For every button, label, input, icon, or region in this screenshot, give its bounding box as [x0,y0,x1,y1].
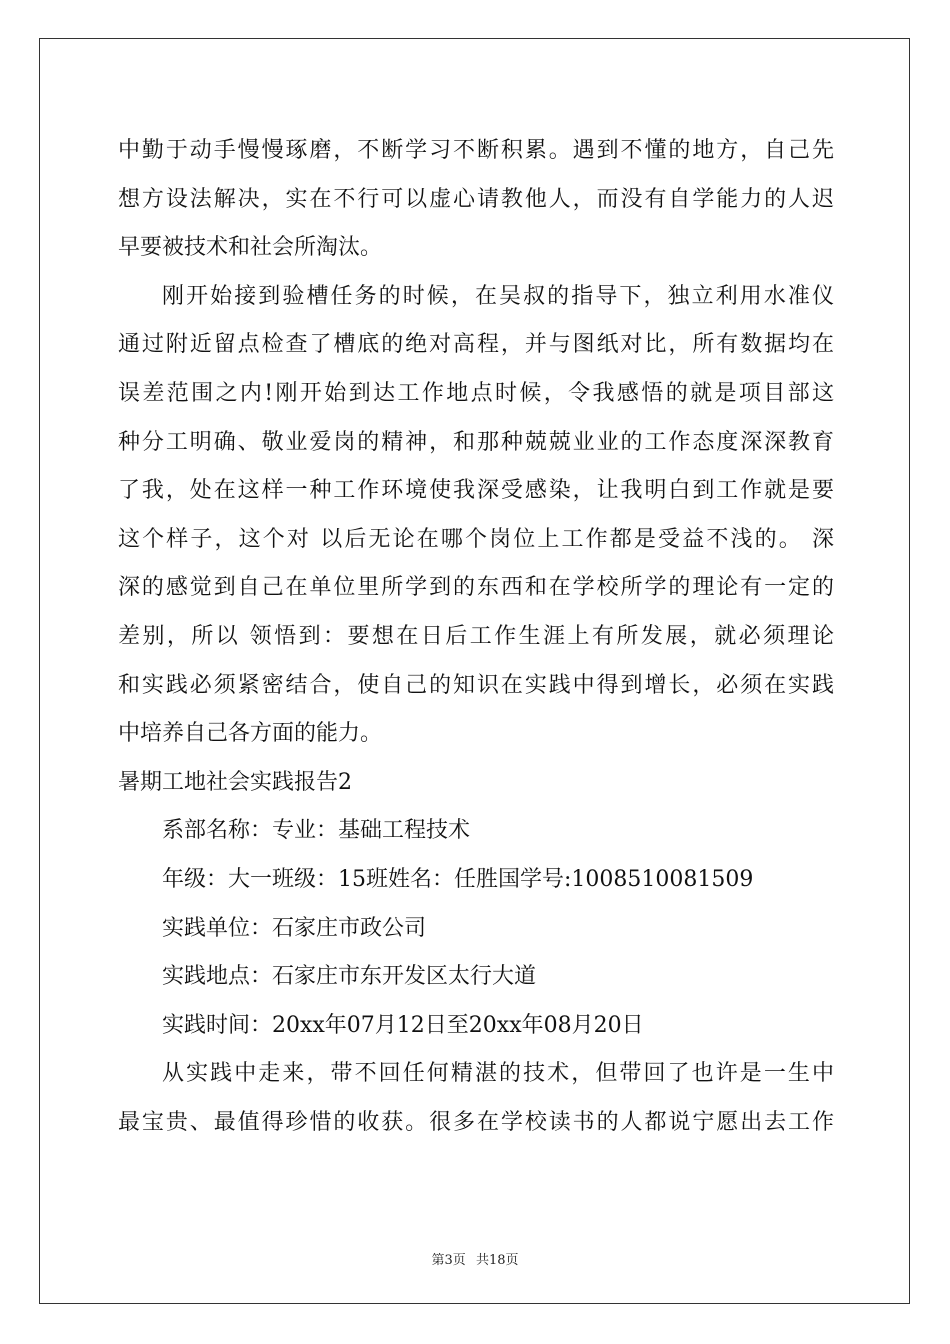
page-number: 第3页 [431,1253,466,1268]
text-line: 想方设法解决，实在不行可以虚心请教他人，而没有自学能力的人迟 [118,186,834,212]
text-line: 误差范围之内!刚开始到达工作地点时候，令我感悟的就是项目部这 [118,380,834,406]
section-heading: 暑期工地社会实践报告2 [118,769,352,795]
text-line: 差别，所以 领悟到：要想在日后工作生涯上有所发展，就必须理论 [118,623,834,649]
text-line: 了我，处在这样一种工作环境使我深受感染，让我明白到工作就是要 [118,478,834,504]
text-line: 这个样子，这个对 以后无论在哪个岗位上工作都是受益不浅的。 深 [118,526,834,552]
page-total: 共18页 [475,1253,519,1268]
text-line: 早要被技术和社会所淘汰。 [118,235,383,261]
text-line: 通过附近留点检查了槽底的绝对高程，并与图纸对比，所有数据均在 [118,332,834,358]
page-footer [0,1249,950,1268]
document-body [118,127,834,1147]
info-time: 实践时间：20xx年07月12日至20xx年08月20日 [162,1012,644,1038]
text-line: 和实践必须紧密结合，使自己的知识在实践中得到增长，必须在实践 [118,672,834,698]
text-line: 刚开始接到验槽任务的时候，在吴叔的指导下，独立利用水准仪 [162,283,834,309]
info-location: 实践地点：石家庄市东开发区太行大道 [162,964,537,990]
text-line: 中勤于动手慢慢琢磨，不断学习不断积累。遇到不懂的地方，自己先 [118,138,834,163]
text-line: 深的感觉到自己在单位里所学到的东西和在学校所学的理论有一定的 [118,575,834,601]
text-line: 最宝贵、最值得珍惜的收获。很多在学校读书的人都说宁愿出去工作 [118,1109,834,1135]
info-grade-class: 年级：大一班级：15班姓名：任胜国学号:1008510081509 [162,866,754,892]
text-line: 从实践中走来，带不回任何精湛的技术，但带回了也许是一生中 [162,1061,834,1087]
info-unit: 实践单位：石家庄市政公司 [162,915,427,941]
info-department: 系部名称：专业：基础工程技术 [162,818,471,844]
text-line: 种分工明确、敬业爱岗的精神，和那种兢兢业业的工作态度深深教育 [118,429,834,455]
text-line: 中培养自己各方面的能力。 [118,721,383,747]
